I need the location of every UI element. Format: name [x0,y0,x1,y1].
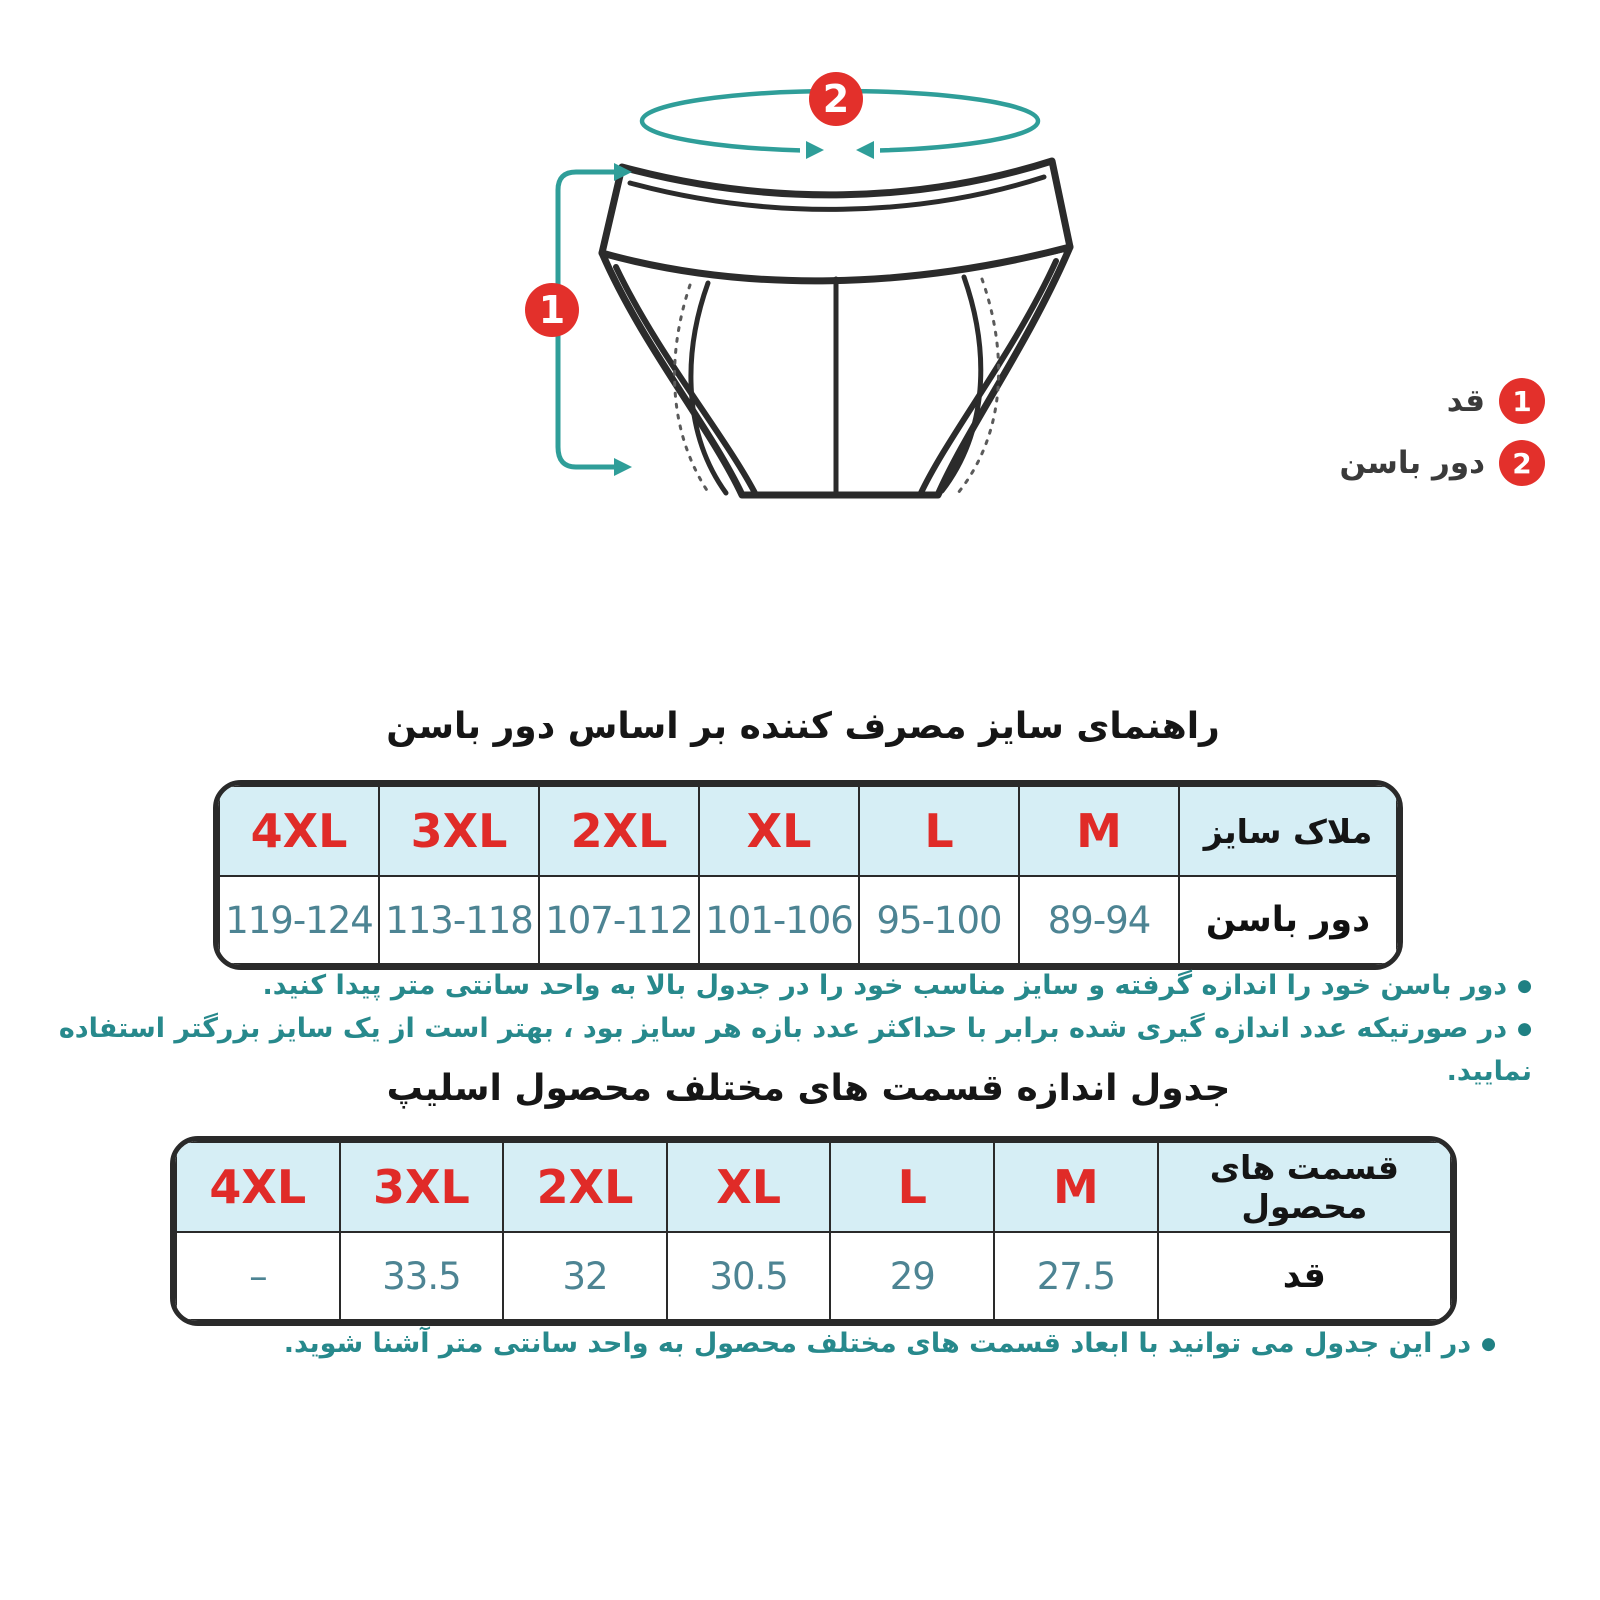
hip-range-row [219,876,1397,964]
header-size-4xl: 4XL [219,786,379,876]
height-values-row [176,1232,1451,1320]
legend-label-height: قد [1446,383,1485,419]
header2-size-l: L [830,1142,994,1232]
product-parts-title: جدول اندازه قسمت های مختلف محصول اسلیپ [386,1068,1231,1109]
hip-range-xl: 101-106 [699,876,859,964]
header2-size-m: M [994,1142,1158,1232]
row-label-hip: دور باسن [1179,876,1397,964]
product-parts-header-row [176,1142,1451,1232]
header-size-xl: XL [699,786,859,876]
header2-size-4xl: 4XL [176,1142,340,1232]
hip-range-4xl: 119-124 [219,876,379,964]
height-l: 29 [830,1232,994,1320]
height-3xl: 33.5 [340,1232,504,1320]
legend-item-hip [1340,440,1545,486]
svg-text:1: 1 [538,288,566,332]
header-size-m: M [1019,786,1179,876]
hip-range-l: 95-100 [859,876,1019,964]
header2-size-2xl: 2XL [503,1142,667,1232]
hip-range-m: 89-94 [1019,876,1179,964]
size-guide-title: راهنمای سایز مصرف کننده بر اساس دور باسن [386,706,1220,747]
product-parts-notes [100,1324,1496,1367]
header2-size-3xl: 3XL [340,1142,504,1232]
height-xl: 30.5 [667,1232,831,1320]
hip-badge [809,72,863,126]
height-m: 27.5 [994,1232,1158,1320]
row-label-height: قد [1158,1232,1451,1320]
measurement-legend [1340,378,1545,486]
header-size-l: L [859,786,1019,876]
size-guide-header-row [219,786,1397,876]
hip-range-2xl: 107-112 [539,876,699,964]
height-2xl: 32 [503,1232,667,1320]
legend-badge-1: 1 [1499,378,1545,424]
height-4xl: – [176,1232,340,1320]
svg-text:2: 2 [822,77,850,121]
header-size-2xl: 2XL [539,786,699,876]
header-size-3xl: 3XL [379,786,539,876]
header-size-criterion: ملاک سایز [1179,786,1397,876]
header2-size-xl: XL [667,1142,831,1232]
legend-label-hip: دور باسن [1339,445,1485,481]
legend-item-height [1447,378,1545,424]
legend-badge-2: 2 [1499,440,1545,486]
hip-range-3xl: 113-118 [379,876,539,964]
briefs-illustration [602,161,1070,495]
header-product-parts: قسمت های محصول [1158,1142,1451,1232]
size-guide-table [213,780,1403,970]
note-table-dimensions: ● در این جدول می توانید با ابعاد قسمت های مختلف محصول به واحد سانتی متر آشنا شوید. [100,1324,1496,1367]
product-parts-table [170,1136,1457,1326]
note-measure-hip: ● دور باسن خود را اندازه گرفته و سایز مناسب خود را در جدول بالا به واحد سانتی متر پیدا کنید. [40,966,1532,1009]
briefs-measurement-diagram [480,55,1100,515]
height-badge [525,283,579,337]
note-size-up: ● در صورتیکه عدد اندازه گیری شده برابر با حداکثر عدد بازه هر سایز بود ، بهتر است از یک سایز بزرگتر استفاده نمایید. [40,1009,1532,1092]
